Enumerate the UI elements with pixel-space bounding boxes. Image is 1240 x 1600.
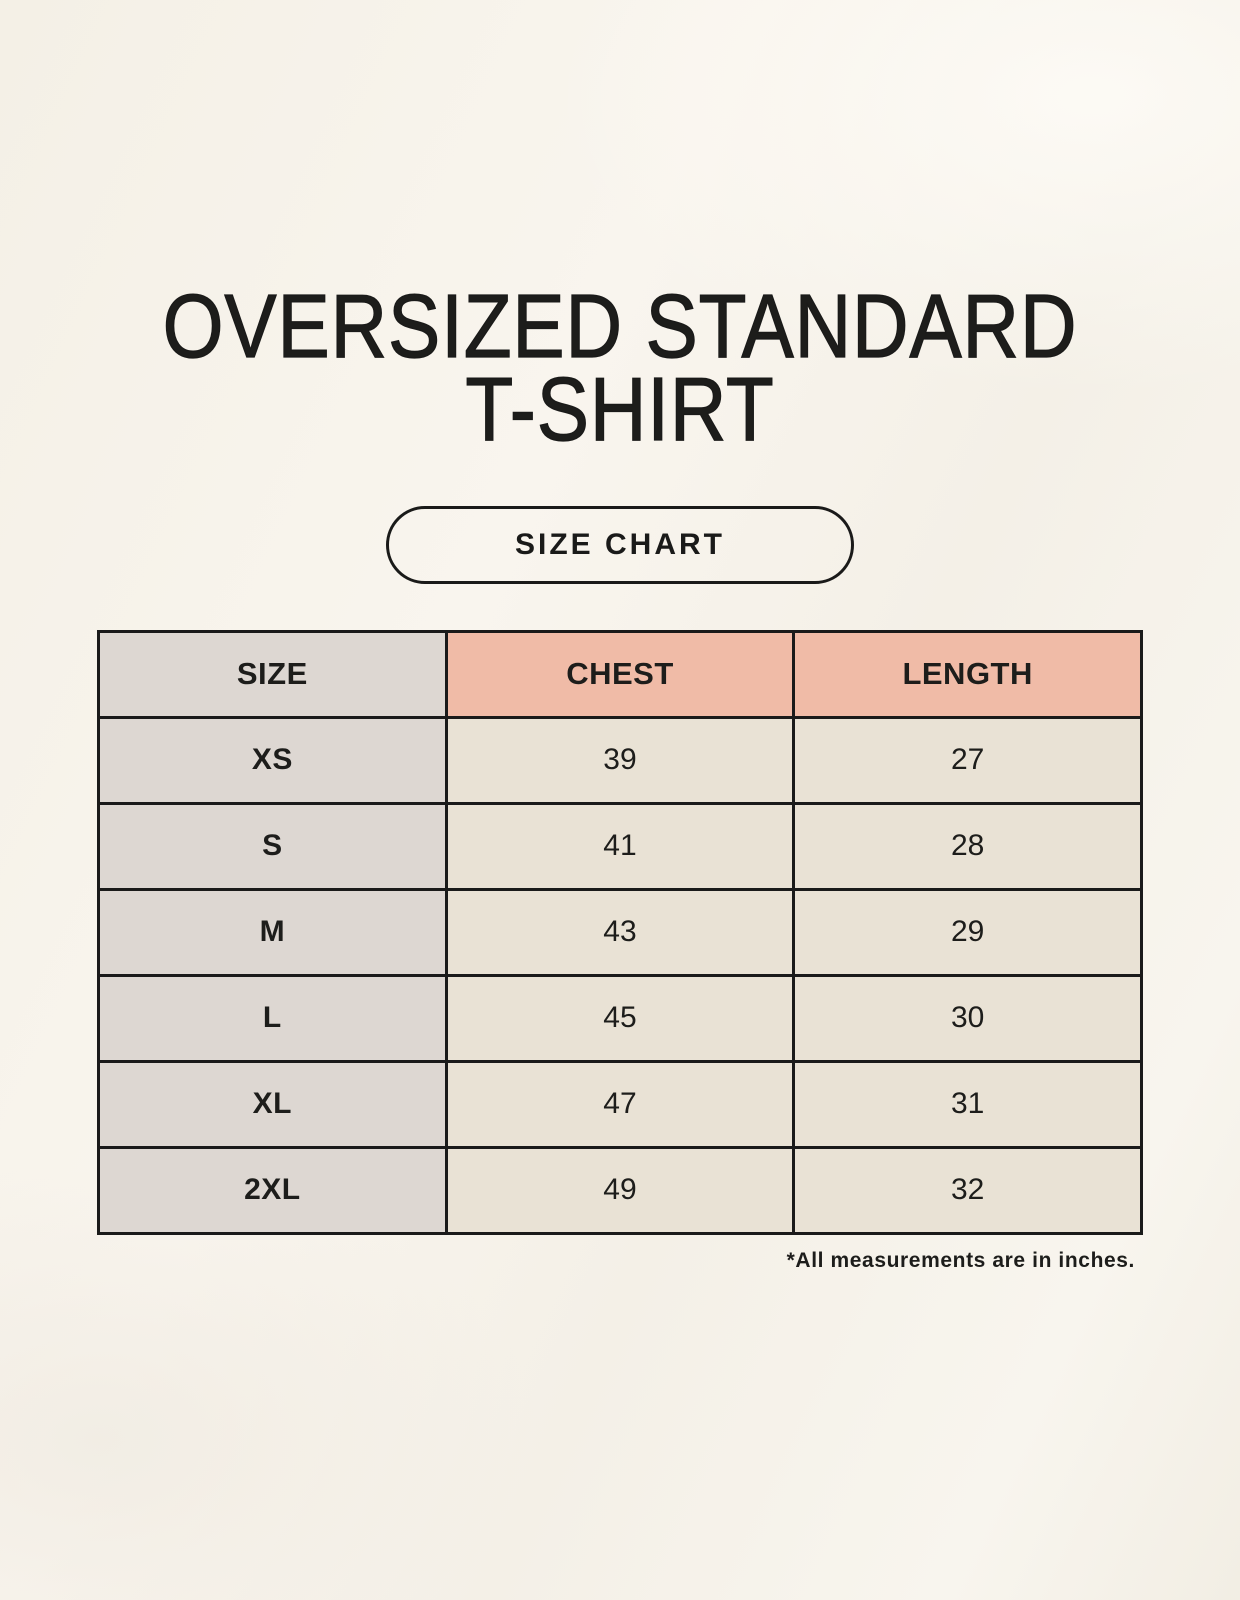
- length-cell: 29: [794, 889, 1142, 975]
- size-cell: M: [99, 889, 447, 975]
- chest-cell: 41: [446, 803, 794, 889]
- table-row: [99, 975, 1142, 1061]
- size-cell: S: [99, 803, 447, 889]
- chest-cell: 45: [446, 975, 794, 1061]
- table-row: [99, 1147, 1142, 1233]
- size-chart-table-container: [97, 630, 1143, 1273]
- header-row: [99, 631, 1142, 717]
- chest-cell: 49: [446, 1147, 794, 1233]
- length-cell: 28: [794, 803, 1142, 889]
- length-cell: 31: [794, 1061, 1142, 1147]
- title-block: [0, 0, 1240, 460]
- table-row: [99, 1061, 1142, 1147]
- length-cell: 30: [794, 975, 1142, 1061]
- table-row: [99, 889, 1142, 975]
- length-cell: 32: [794, 1147, 1142, 1233]
- chest-cell: 39: [446, 717, 794, 803]
- size-chart-button[interactable]: [386, 506, 854, 584]
- size-cell: XS: [99, 717, 447, 803]
- length-cell: 27: [794, 717, 1142, 803]
- page-title-line2: T-SHIRT: [465, 359, 775, 460]
- measurements-footnote: *All measurements are in inches.: [786, 1248, 1135, 1272]
- size-cell: 2XL: [99, 1147, 447, 1233]
- size-cell: XL: [99, 1061, 447, 1147]
- chest-cell: 47: [446, 1061, 794, 1147]
- chest-cell: 43: [446, 889, 794, 975]
- size-chart-table: [97, 630, 1143, 1235]
- size-cell: L: [99, 975, 447, 1061]
- page-title: [81, 277, 1160, 460]
- table-row: [99, 803, 1142, 889]
- header-cell-size: SIZE: [99, 631, 447, 717]
- table-header: [99, 631, 1142, 717]
- header-cell-chest: CHEST: [446, 631, 794, 717]
- table-body: [99, 717, 1142, 1233]
- page-title-line1: OVERSIZED STANDARD: [162, 277, 1078, 377]
- header-cell-length: LENGTH: [794, 631, 1142, 717]
- table-row: [99, 717, 1142, 803]
- size-chart-button-label: SIZE CHART: [515, 527, 725, 561]
